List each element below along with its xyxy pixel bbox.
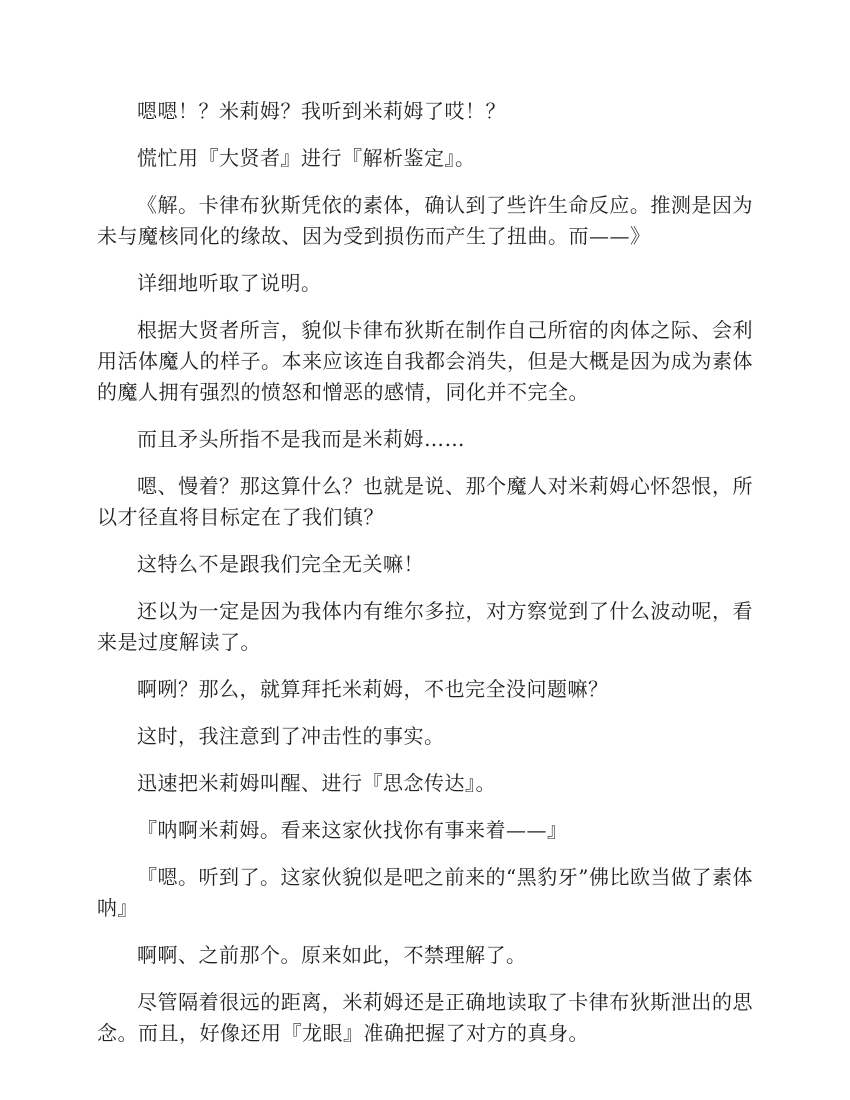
paragraph: 而且矛头所指不是我而是米莉姆…… <box>137 427 465 451</box>
novel-page <box>97 0 753 1049</box>
paragraph: 『嗯。听到了。这家伙貌似是吧之前来的“黑豹牙”佛比欧当做了素体呐』 <box>97 865 753 920</box>
paragraph: 啊咧？那么，就算拜托米莉姆，不也完全没问题嘛？ <box>137 677 609 701</box>
paragraph: 这时，我注意到了冲击性的事实。 <box>137 724 445 748</box>
paragraph: 嗯嗯！？米莉姆？我听到米莉姆了哎！？ <box>137 99 506 123</box>
paragraph: 『呐啊米莉姆。看来这家伙找你有事来着——』 <box>137 818 568 842</box>
paragraph: 根据大贤者所言，貌似卡律布狄斯在制作自己所宿的肉体之际、会利用活体魔人的样子。本来应该连自我都会消失，但是大概是因为成为素体的魔人拥有强烈的愤怒和憎恶的感情，同化并不完全。 <box>97 318 753 404</box>
paragraph: 详细地听取了说明。 <box>137 271 322 295</box>
paragraph: 迅速把米莉姆叫醒、进行『思念传达』。 <box>137 771 496 795</box>
paragraph: 慌忙用『大贤者』进行『解析鉴定』。 <box>137 146 476 170</box>
paragraph: 还以为一定是因为我体内有维尔多拉，对方察觉到了什么波动呢，看来是过度解读了。 <box>97 599 753 654</box>
paragraph: 尽管隔着很远的距离，米莉姆还是正确地读取了卡律布狄斯泄出的思念。而且，好像还用『龙眼』准确把握了对方的真身。 <box>97 990 753 1045</box>
paragraph: 这特么不是跟我们完全无关嘛！ <box>137 552 424 576</box>
paragraph: 《解。卡律布狄斯凭依的素体，确认到了些许生命反应。推测是因为未与魔核同化的缘故、因为受到损伤而产生了扭曲。而——》 <box>97 193 753 248</box>
paragraph: 嗯、慢着？那这算什么？也就是说、那个魔人对米莉姆心怀怨恨，所以才径直将目标定在了我们镇？ <box>97 474 753 529</box>
paragraph: 啊啊、之前那个。原来如此，不禁理解了。 <box>137 943 527 967</box>
